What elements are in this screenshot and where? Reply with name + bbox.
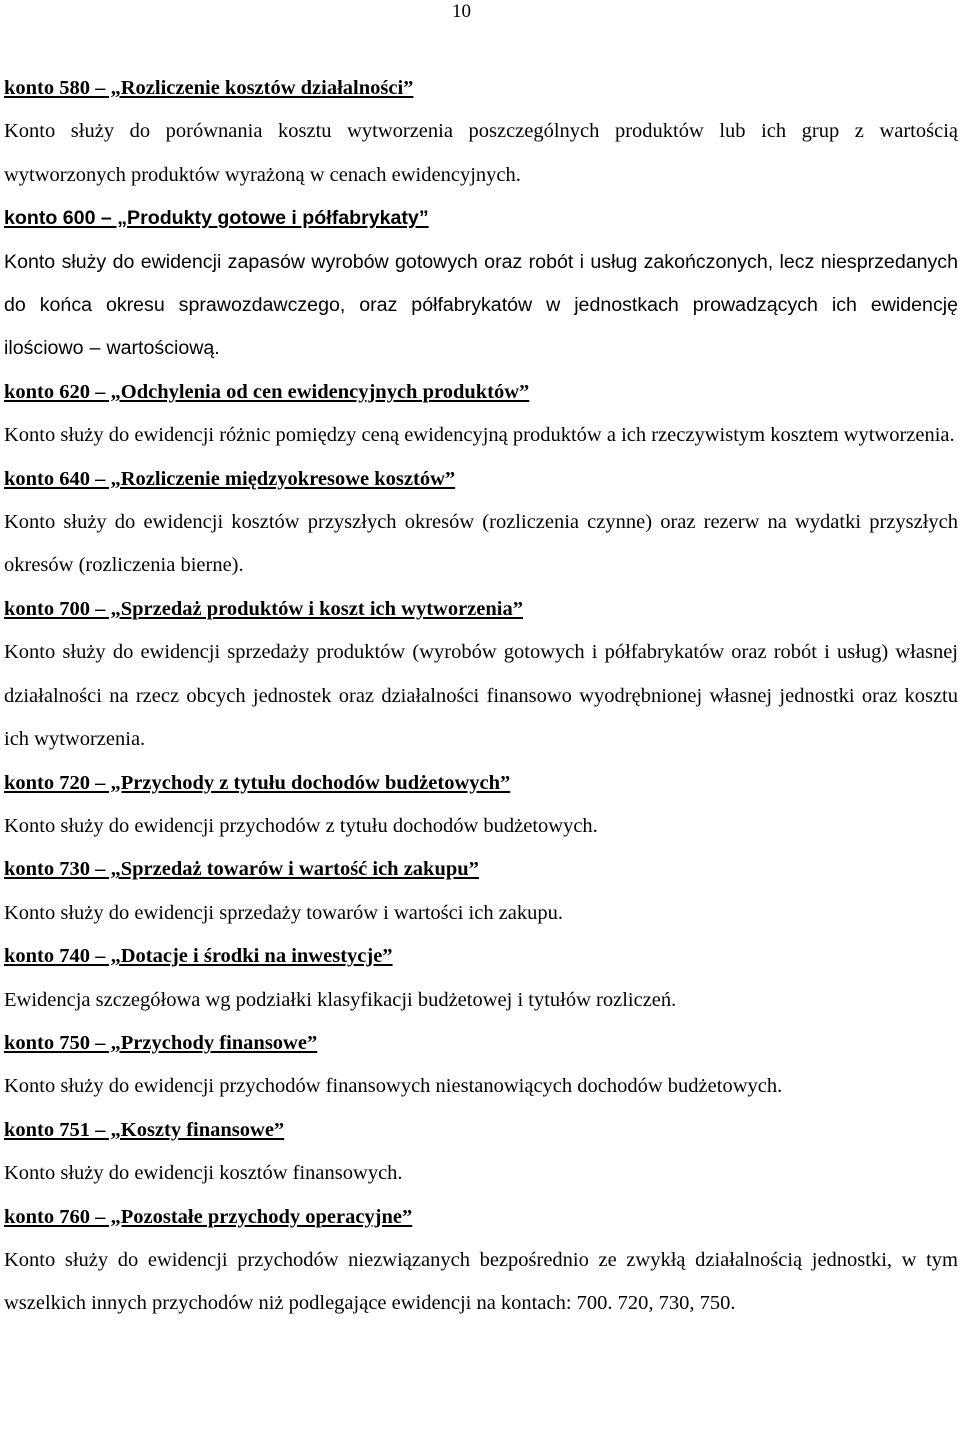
account-heading: konto 580 – „Rozliczenie kosztów działalności” <box>4 77 414 99</box>
account-entry-580 <box>4 67 958 197</box>
account-entry-740 <box>4 935 958 1022</box>
account-heading: konto 620 – „Odchylenia od cen ewidencyjnych produktów” <box>4 380 530 403</box>
account-entry-620 <box>4 371 958 458</box>
account-heading: konto 720 – „Przychody z tytułu dochodów budżetowych” <box>4 771 511 794</box>
account-entry-760 <box>4 1196 958 1326</box>
account-heading: konto 700 – „Sprzedaż produktów i koszt ich wytworzenia” <box>4 597 523 620</box>
account-description: Konto służy do ewidencji kosztów finansowych. <box>4 1162 403 1185</box>
account-heading: konto 760 – „Pozostałe przychody operacyjne” <box>4 1205 413 1228</box>
account-description: Konto służy do porównania kosztu wytworzenia poszczególnych produktów lub ich grup z wartością wytworzonych produktów wyrażoną w cenach ewidencyjnych. <box>4 120 958 186</box>
account-entry-700 <box>4 588 958 762</box>
account-description: Konto służy do ewidencji różnic pomiędzy ceną ewidencyjną produktów a ich rzeczywistym kosztem wytworzenia. <box>4 424 955 447</box>
page-number: 10 <box>452 1 471 22</box>
account-description: Konto służy do ewidencji przychodów niezwiązanych bezpośrednio ze zwykłą działalnością jednostki, w tym wszelkich innych przychodów niż podlegające ewidencji na kontach: 700. 720, 730, 750. <box>4 1248 958 1315</box>
account-heading: konto 600 – „Produkty gotowe i półfabrykaty” <box>4 207 429 230</box>
account-heading: konto 740 – „Dotacje i środki na inwestycje” <box>4 945 393 968</box>
document-body <box>4 67 958 1326</box>
account-description: Konto służy do ewidencji zapasów wyrobów gotowych oraz robót i usług zakończonych, lecz niesprzedanych do końca okresu sprawozdawczego, oraz półfabrykatów w jednostkach prowadzących ich ewidencję ilościowo – wartościową. <box>4 250 958 360</box>
account-entry-751 <box>4 1109 958 1196</box>
account-description: Konto służy do ewidencji sprzedaży towarów i wartości ich zakupu. <box>4 901 564 924</box>
account-entry-720 <box>4 762 958 849</box>
account-description: Konto służy do ewidencji przychodów z tytułu dochodów budżetowych. <box>4 814 598 837</box>
account-description: Ewidencja szczegółowa wg podziałki klasyfikacji budżetowej i tytułów rozliczeń. <box>4 988 677 1011</box>
account-description: Konto służy do ewidencji kosztów przyszłych okresów (rozliczenia czynne) oraz rezerw na wydatki przyszłych okresów (rozliczenia bierne). <box>4 511 958 577</box>
account-heading: konto 730 – „Sprzedaż towarów i wartość ich zakupu” <box>4 858 479 881</box>
account-entry-640 <box>4 458 958 588</box>
account-entry-600 <box>4 197 958 371</box>
account-heading: konto 640 – „Rozliczenie międzyokresowe kosztów” <box>4 467 456 490</box>
account-entry-730 <box>4 848 958 935</box>
account-description: Konto służy do ewidencji sprzedaży produktów (wyrobów gotowych i półfabrykatów oraz robót i usług) własnej działalności na rzecz obcych jednostek oraz działalności finansowo wyodrębnionej własnej jednostki oraz kosztu ich wytworzenia. <box>4 641 958 751</box>
account-heading: konto 751 – „Koszty finansowe” <box>4 1118 285 1141</box>
account-entry-750 <box>4 1022 958 1109</box>
account-description: Konto służy do ewidencji przychodów finansowych niestanowiących dochodów budżetowych. <box>4 1075 783 1098</box>
account-heading: konto 750 – „Przychody finansowe” <box>4 1031 318 1054</box>
